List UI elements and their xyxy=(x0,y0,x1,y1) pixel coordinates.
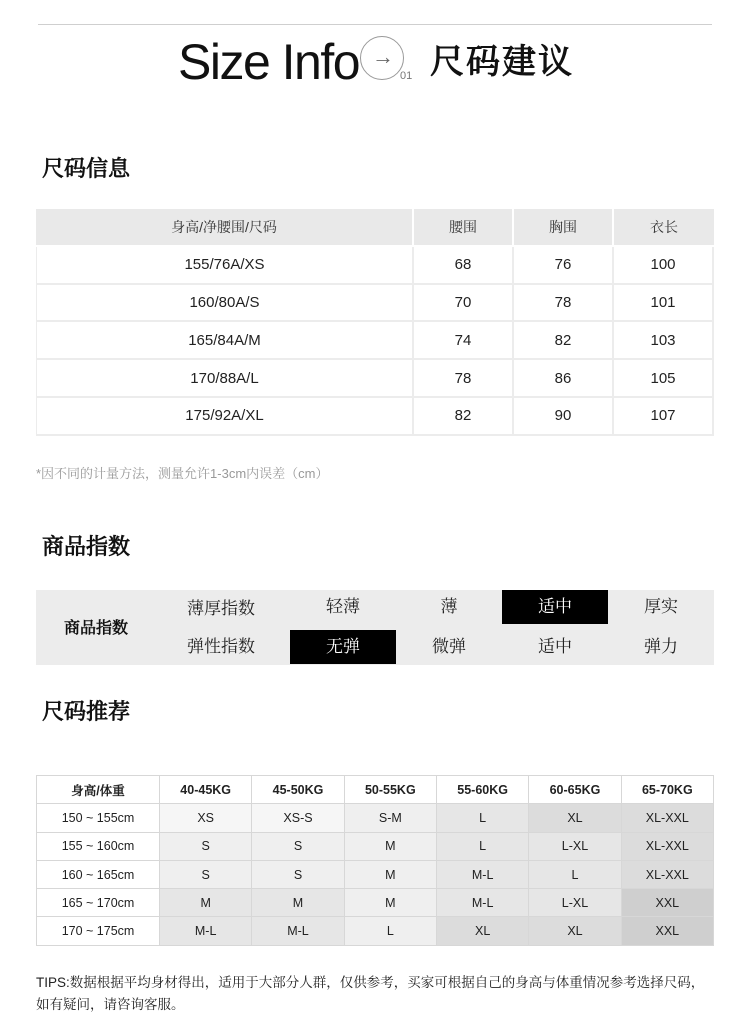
column-header: 衣长 xyxy=(614,209,714,247)
height-range: 170 ~ 175cm xyxy=(37,917,160,945)
weight-header: 60-65KG xyxy=(529,776,621,804)
section-number: 01 xyxy=(400,70,413,82)
thickness-option-medium-selected: 适中 xyxy=(502,590,608,624)
column-header: 胸围 xyxy=(514,209,614,247)
size-cell: XS xyxy=(160,804,252,832)
size-cell: S xyxy=(160,832,252,860)
thickness-option-thin: 薄 xyxy=(440,597,458,617)
thickness-option-light: 轻薄 xyxy=(326,597,360,617)
table-row xyxy=(37,889,714,917)
size-cell: M xyxy=(160,889,252,917)
tips-text: TIPS:数据根据平均身材得出，适用于大部分人群，仅供参考，买家可根据自己的身高与体重情况参考选择尺码，如有疑问，请咨询客服。 xyxy=(36,975,705,1012)
size-cell: L-XL xyxy=(529,889,621,917)
weight-header: 65-70KG xyxy=(621,776,713,804)
column-header: 腰围 xyxy=(414,209,514,247)
size-cell: L xyxy=(529,860,621,888)
table-row xyxy=(36,247,714,285)
page-header xyxy=(178,32,598,92)
size-cell: XL xyxy=(529,917,621,945)
table-cell: 82 xyxy=(414,398,514,436)
table-row xyxy=(36,285,714,323)
size-cell: L-XL xyxy=(529,832,621,860)
corner-header: 身高/体重 xyxy=(37,776,160,804)
table-cell: 70 xyxy=(414,285,514,323)
table-header-row xyxy=(36,209,714,247)
title-english: Size Info xyxy=(178,34,360,90)
size-cell: L xyxy=(344,917,436,945)
table-cell: 103 xyxy=(614,322,714,360)
table-row xyxy=(36,322,714,360)
size-cell: M-L xyxy=(160,917,252,945)
size-cell: M-L xyxy=(436,860,528,888)
table-cell: 175/92A/XL xyxy=(36,398,414,436)
elasticity-option-medium: 适中 xyxy=(538,637,572,657)
elasticity-index-name: 弹性指数 xyxy=(187,637,255,657)
size-info-table xyxy=(36,209,714,436)
table-cell: 90 xyxy=(514,398,614,436)
height-range: 155 ~ 160cm xyxy=(37,832,160,860)
table-cell: 101 xyxy=(614,285,714,323)
height-range: 165 ~ 170cm xyxy=(37,889,160,917)
weight-header: 55-60KG xyxy=(436,776,528,804)
product-index-title: 商品指数 xyxy=(42,535,131,560)
size-cell: XL-XXL xyxy=(621,804,713,832)
table-cell: 82 xyxy=(514,322,614,360)
size-cell: XL xyxy=(529,804,621,832)
size-cell: L xyxy=(436,804,528,832)
size-cell: XL-XXL xyxy=(621,860,713,888)
table-row xyxy=(37,860,714,888)
elasticity-option-stretch: 弹力 xyxy=(644,637,678,657)
size-cell: XS-S xyxy=(252,804,344,832)
size-cell: XL xyxy=(436,917,528,945)
table-cell: 160/80A/S xyxy=(36,285,414,323)
title-chinese: 尺码建议 xyxy=(430,42,574,82)
size-cell: S xyxy=(252,832,344,860)
table-cell: 68 xyxy=(414,247,514,285)
table-cell: 100 xyxy=(614,247,714,285)
column-header: 身高/净腰围/尺码 xyxy=(36,209,414,247)
table-cell: 170/88A/L xyxy=(36,360,414,398)
size-cell: XXL xyxy=(621,917,713,945)
weight-header: 50-55KG xyxy=(344,776,436,804)
size-cell: M xyxy=(344,832,436,860)
table-cell: 107 xyxy=(614,398,714,436)
table-header-row xyxy=(37,776,714,804)
table-cell: 78 xyxy=(414,360,514,398)
table-cell: 155/76A/XS xyxy=(36,247,414,285)
table-row xyxy=(37,804,714,832)
thickness-index-name: 薄厚指数 xyxy=(187,599,255,619)
size-cell: M-L xyxy=(436,889,528,917)
size-recommendation-table xyxy=(36,775,714,946)
table-cell: 78 xyxy=(514,285,614,323)
size-cell: S-M xyxy=(344,804,436,832)
size-info-title: 尺码信息 xyxy=(42,157,131,182)
product-index-panel xyxy=(36,590,714,665)
table-cell: 105 xyxy=(614,360,714,398)
table-cell: 76 xyxy=(514,247,614,285)
size-cell: M xyxy=(344,889,436,917)
arrow-right-icon: → xyxy=(372,44,394,69)
size-cell: M xyxy=(344,860,436,888)
size-cell: M xyxy=(252,889,344,917)
weight-header: 45-50KG xyxy=(252,776,344,804)
table-row xyxy=(36,360,714,398)
table-cell: 86 xyxy=(514,360,614,398)
product-index-label: 商品指数 xyxy=(63,618,128,637)
top-divider xyxy=(38,24,712,25)
table-cell: 74 xyxy=(414,322,514,360)
measurement-note: *因不同的计量方法，测量允许1-3cm内误差（cm） xyxy=(36,466,329,481)
table-row xyxy=(37,917,714,945)
size-cell: S xyxy=(252,860,344,888)
table-row xyxy=(37,832,714,860)
size-cell: S xyxy=(160,860,252,888)
elasticity-option-none-selected: 无弹 xyxy=(290,630,396,664)
height-range: 160 ~ 165cm xyxy=(37,860,160,888)
size-cell: L xyxy=(436,832,528,860)
thickness-option-thick: 厚实 xyxy=(644,597,678,617)
size-cell: M-L xyxy=(252,917,344,945)
weight-header: 40-45KG xyxy=(160,776,252,804)
height-range: 150 ~ 155cm xyxy=(37,804,160,832)
table-cell: 165/84A/M xyxy=(36,322,414,360)
elasticity-option-slight: 微弹 xyxy=(432,637,466,657)
size-cell: XL-XXL xyxy=(621,832,713,860)
table-row xyxy=(36,398,714,436)
size-recommendation-title: 尺码推荐 xyxy=(42,700,131,725)
size-cell: XXL xyxy=(621,889,713,917)
